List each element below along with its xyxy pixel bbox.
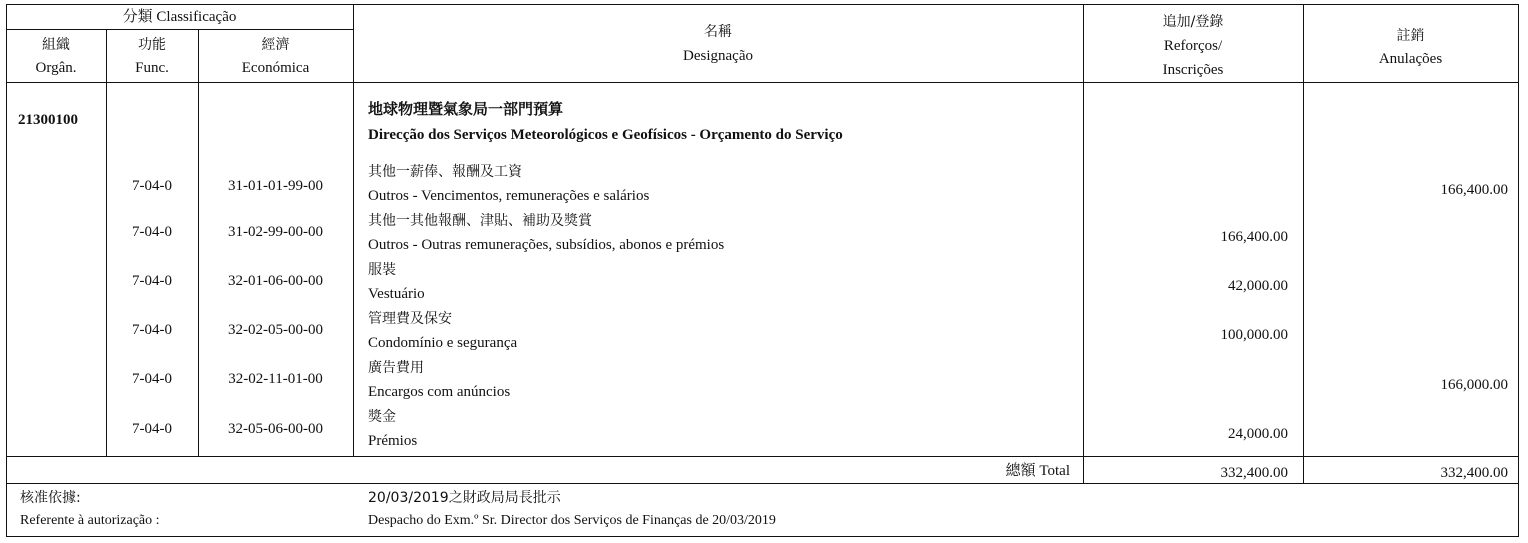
reinforcement-amount: 166,400.00: [1220, 229, 1288, 245]
border-left: [6, 4, 7, 537]
organic-heading-zh: 組織: [42, 37, 70, 53]
annulments-heading-pt: Anulações: [1378, 51, 1443, 67]
item-name-zh: 服裝: [368, 262, 396, 278]
economic-heading-pt: Económica: [241, 60, 310, 76]
item-name-zh: 其他一薪俸、報酬及工資: [368, 164, 522, 180]
department-name-zh: 地球物理暨氣象局一部門預算: [368, 100, 564, 118]
designation-heading-zh: 名稱: [704, 24, 732, 40]
total-reinforcements: 332,400.00: [1220, 465, 1288, 481]
total-annulments: 332,400.00: [1440, 465, 1508, 481]
authorization-value-zh: 20/03/2019之財政局局長批示: [368, 490, 561, 506]
body-bottom-line: [6, 456, 1518, 457]
classification-heading: 分類 Classificação: [122, 9, 237, 25]
functional-code: 7-04-0: [132, 371, 172, 387]
annulment-amount: 166,400.00: [1440, 182, 1508, 198]
economic-code: 32-02-05-00-00: [228, 322, 323, 338]
functional-code: 7-04-0: [132, 224, 172, 240]
col-line-economic: [353, 4, 354, 457]
authorization-label-zh: 核准依據:: [20, 490, 81, 506]
item-name-pt: Outros - Outras remunerações, subsídios, abonos e prémios: [368, 237, 725, 253]
functional-code: 7-04-0: [132, 273, 172, 289]
col-line-functional: [198, 29, 199, 457]
functional-heading-zh: 功能: [138, 37, 166, 53]
functional-code: 7-04-0: [132, 178, 172, 194]
total-bottom-line: [6, 483, 1518, 484]
functional-heading-pt: Func.: [135, 60, 169, 76]
total-label: 總額 Total: [1005, 463, 1070, 479]
border-top: [6, 4, 1518, 5]
reinforcements-heading-zh: 追加/登錄: [1162, 14, 1224, 30]
annulments-heading-zh: 註銷: [1396, 28, 1425, 44]
economic-code: 31-02-99-00-00: [228, 224, 323, 240]
col-line-reinforcements: [1303, 4, 1304, 484]
reinforcements-heading-pt2: Inscrições: [1162, 62, 1224, 78]
reinforcements-heading-pt1: Reforços/: [1163, 38, 1223, 54]
economic-heading-zh: 經濟: [261, 37, 290, 53]
designation-heading-pt: Designação: [683, 48, 753, 64]
functional-code: 7-04-0: [132, 421, 172, 437]
economic-code: 32-02-11-01-00: [228, 371, 323, 387]
col-line-organic: [106, 29, 107, 457]
organic-code: 21300100: [18, 112, 78, 128]
item-name-zh: 獎金: [368, 409, 396, 425]
annulment-amount: 166,000.00: [1440, 377, 1508, 393]
authorization-label-pt: Referente à autorização :: [20, 513, 160, 528]
item-name-pt: Condomínio e segurança: [368, 335, 518, 351]
reinforcement-amount: 100,000.00: [1220, 327, 1288, 343]
item-name-pt: Vestuário: [368, 286, 425, 302]
functional-code: 7-04-0: [132, 322, 172, 338]
reinforcement-amount: 42,000.00: [1228, 278, 1288, 294]
economic-code: 32-01-06-00-00: [228, 273, 323, 289]
item-name-zh: 管理費及保安: [368, 311, 452, 327]
item-name-pt: Prémios: [368, 433, 418, 449]
economic-code: 32-05-06-00-00: [228, 421, 323, 437]
border-right: [1518, 4, 1519, 537]
department-name-pt: Direcção dos Serviços Meteorológicos e Geofísicos - Orçamento do Serviço: [368, 127, 843, 143]
item-name-zh: 廣告費用: [368, 360, 424, 376]
item-name-pt: Outros - Vencimentos, remunerações e salários: [368, 188, 650, 204]
economic-code: 31-01-01-99-00: [228, 178, 323, 194]
border-bottom: [6, 536, 1518, 537]
organic-heading-pt: Orgân.: [35, 60, 77, 76]
authorization-value-pt: Despacho do Exm.º Sr. Director dos Serviços de Finanças de 20/03/2019: [368, 513, 776, 528]
item-name-zh: 其他一其他報酬、津貼、補助及獎賞: [368, 213, 592, 229]
header-bottom-line: [6, 82, 1518, 83]
item-name-pt: Encargos com anúncios: [368, 384, 511, 400]
reinforcement-amount: 24,000.00: [1228, 426, 1288, 442]
classification-divider: [6, 29, 353, 30]
